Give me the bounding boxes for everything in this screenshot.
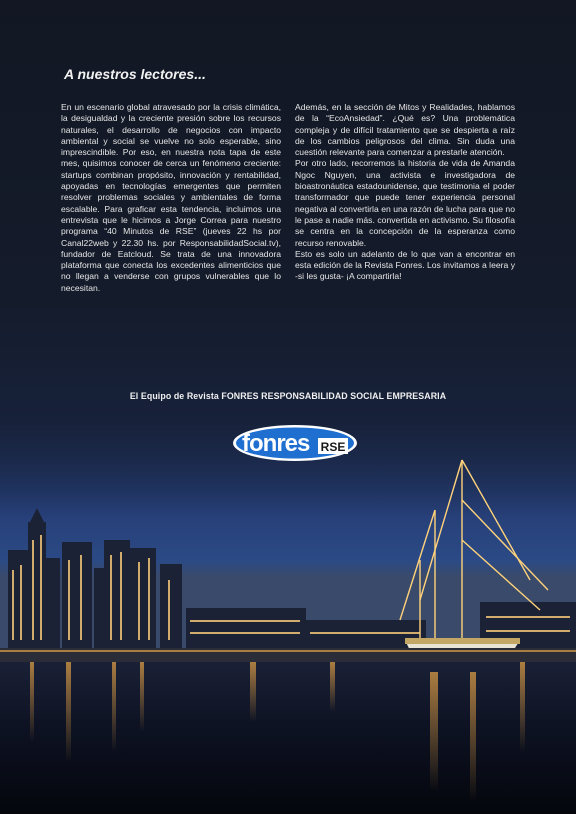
- paragraph: Además, en la sección de Mitos y Realidades, hablamos de la “EcoAnsiedad”. ¿Qué es? Una problemática compleja y de difícil tratamiento que se despierta a raíz de los cambios peligrosos del clima. Sin duda una cuestión relevante para comenzar a prestarle atención.: [295, 102, 515, 158]
- paragraph: Por otro lado, recorremos la historia de vida de Amanda Ngoc Nguyen, una activista e investigadora de bioastronáutica estadounidense, que testimonia el poder transformador que puede tener experiencia personal negativa al convertirla en una razón de lucha para que no le pase a nadie más. convertida en activismo. Su filosofía se centra en la concepción de la esperanza como recurso renovable.: [295, 158, 515, 248]
- svg-text:fonres: fonres: [242, 430, 310, 457]
- paragraph: En un escenario global atravesado por la crisis climática, la desigualdad y la creciente presión sobre los recursos naturales, el desarrollo de negocios con impacto ambiental y social se vuelve no solo esperable, sino imprescindible. Por eso, en nuestra nota tapa de este mes, quisimos conocer de cerca un fenómeno creciente: startups combinan propósito, innovación y rentabilidad, apoyadas en tecnologías emergentes que permiten resolver problemas sociales y ambientales de forma escalable. Para graficar esta tendencia, incluimos una entrevista que le hicimos a Jorge Correa para nuestro programa “40 Minutos de RSE” (jueves 22 hs por Canal22web y 22.30 hs. por ResponsabilidadSocial.tv), fundador de Eatcloud. Se trata de una innovadora plataforma que conecta los excedentes alimenticios que no llegan a venderse con grupos vulnerables que lo necesitan.: [61, 102, 281, 293]
- signature-line: El Equipo de Revista FONRES RESPONSABILIDAD SOCIAL EMPRESARIA: [129, 391, 447, 401]
- intro-column-right: [295, 102, 515, 283]
- fonres-logo: [232, 424, 358, 462]
- paragraph: Esto es solo un adelanto de lo que van a encontrar en esta edición de la Revista Fonres. Los invitamos a leera y -si les gusta- ¡A compartirla!: [295, 248, 515, 282]
- page-title: A nuestros lectores...: [64, 66, 206, 82]
- night-harbor-photo: [0, 440, 576, 814]
- intro-column-left: [61, 102, 281, 294]
- svg-text:RSE: RSE: [320, 440, 346, 454]
